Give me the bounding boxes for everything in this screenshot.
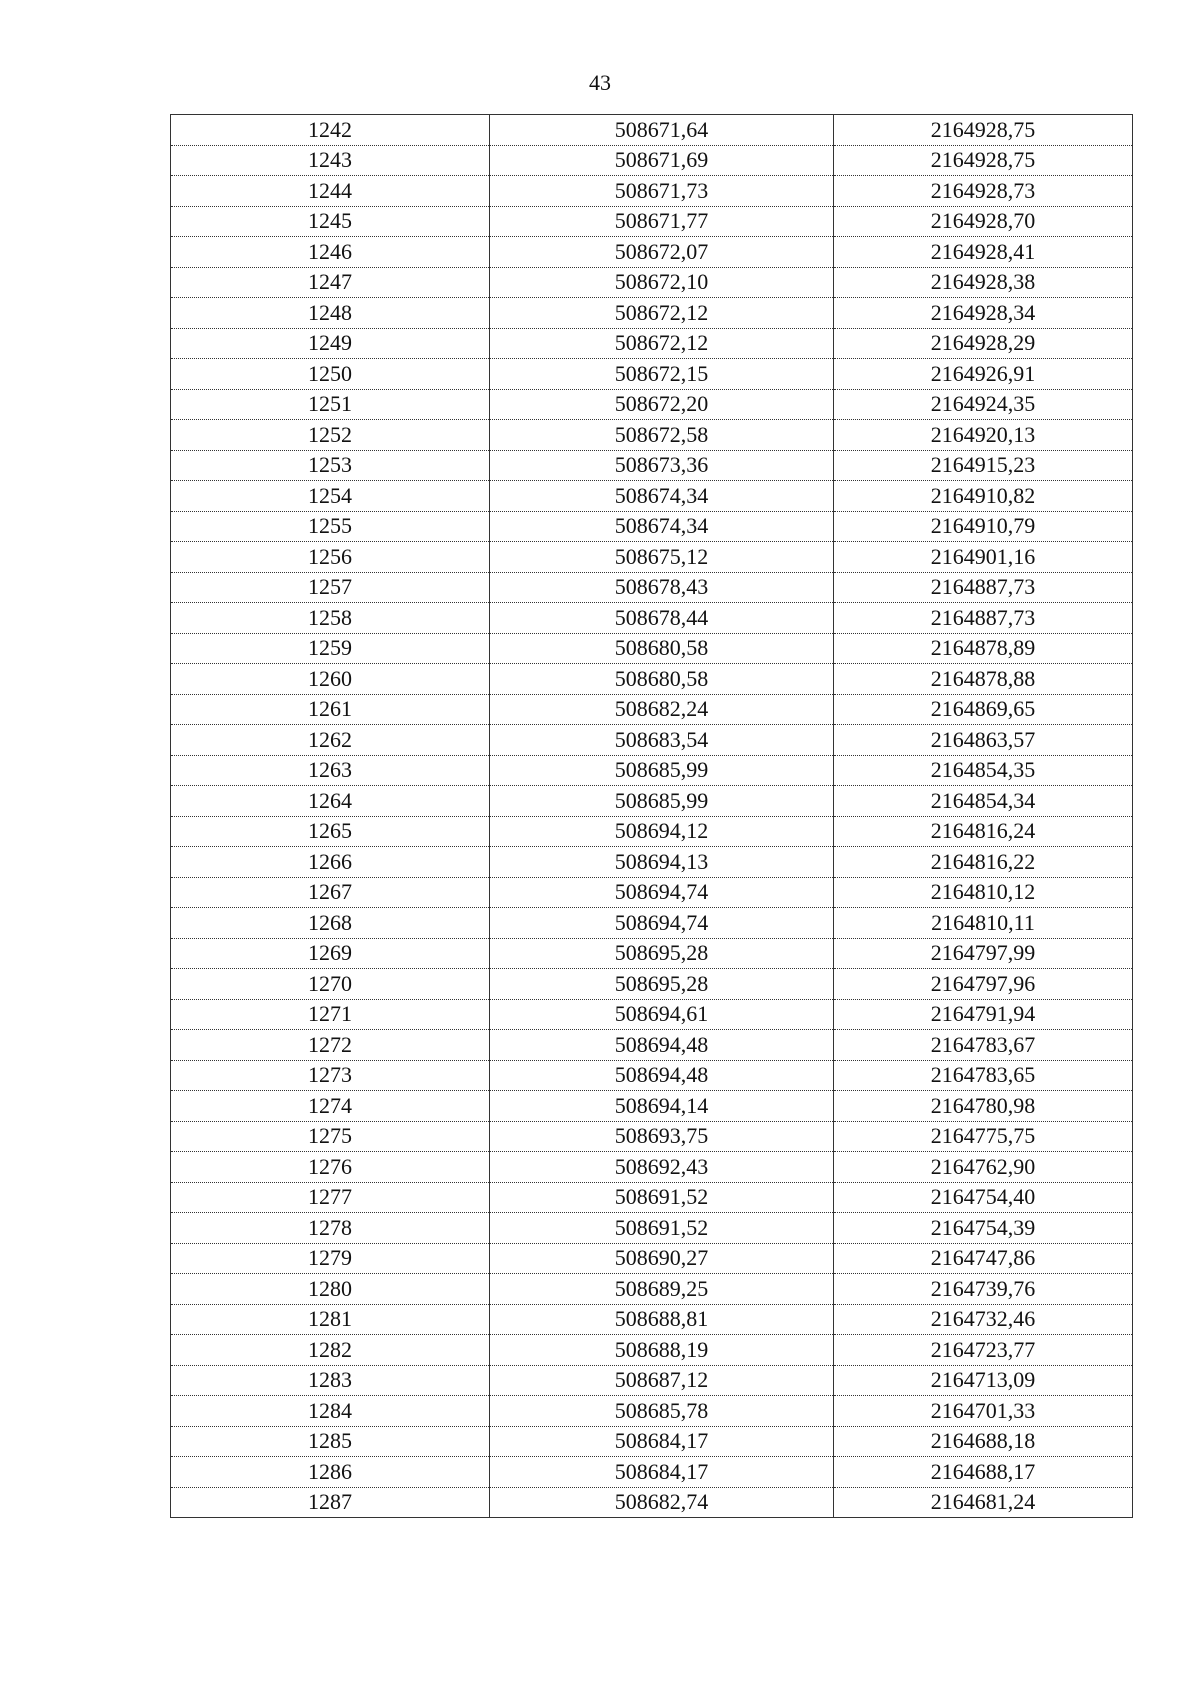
x-coordinate-cell: 508680,58 bbox=[490, 633, 834, 664]
point-number-cell: 1278 bbox=[171, 1213, 490, 1244]
point-number-cell: 1253 bbox=[171, 450, 490, 481]
table-row bbox=[171, 1152, 1133, 1183]
point-number-cell: 1255 bbox=[171, 511, 490, 542]
x-coordinate-cell: 508678,43 bbox=[490, 572, 834, 603]
x-coordinate-cell: 508671,64 bbox=[490, 115, 834, 146]
y-coordinate-cell: 2164926,91 bbox=[834, 359, 1133, 390]
x-coordinate-cell: 508687,12 bbox=[490, 1365, 834, 1396]
y-coordinate-cell: 2164739,76 bbox=[834, 1274, 1133, 1305]
table-row bbox=[171, 664, 1133, 695]
table-row bbox=[171, 1182, 1133, 1213]
table-row bbox=[171, 969, 1133, 1000]
point-number-cell: 1262 bbox=[171, 725, 490, 756]
point-number-cell: 1263 bbox=[171, 755, 490, 786]
table-row bbox=[171, 572, 1133, 603]
point-number-cell: 1287 bbox=[171, 1487, 490, 1518]
table-row bbox=[171, 1304, 1133, 1335]
table-row bbox=[171, 420, 1133, 451]
point-number-cell: 1276 bbox=[171, 1152, 490, 1183]
point-number-cell: 1283 bbox=[171, 1365, 490, 1396]
x-coordinate-cell: 508673,36 bbox=[490, 450, 834, 481]
x-coordinate-cell: 508685,78 bbox=[490, 1396, 834, 1427]
point-number-cell: 1265 bbox=[171, 816, 490, 847]
x-coordinate-cell: 508672,12 bbox=[490, 298, 834, 329]
table-row bbox=[171, 786, 1133, 817]
table-row bbox=[171, 389, 1133, 420]
x-coordinate-cell: 508690,27 bbox=[490, 1243, 834, 1274]
point-number-cell: 1261 bbox=[171, 694, 490, 725]
x-coordinate-cell: 508672,15 bbox=[490, 359, 834, 390]
point-number-cell: 1247 bbox=[171, 267, 490, 298]
point-number-cell: 1269 bbox=[171, 938, 490, 969]
x-coordinate-cell: 508680,58 bbox=[490, 664, 834, 695]
point-number-cell: 1281 bbox=[171, 1304, 490, 1335]
y-coordinate-cell: 2164878,89 bbox=[834, 633, 1133, 664]
y-coordinate-cell: 2164783,67 bbox=[834, 1030, 1133, 1061]
table-row bbox=[171, 145, 1133, 176]
table-row bbox=[171, 511, 1133, 542]
point-number-cell: 1267 bbox=[171, 877, 490, 908]
point-number-cell: 1273 bbox=[171, 1060, 490, 1091]
y-coordinate-cell: 2164878,88 bbox=[834, 664, 1133, 695]
x-coordinate-cell: 508691,52 bbox=[490, 1213, 834, 1244]
table-row bbox=[171, 938, 1133, 969]
x-coordinate-cell: 508684,17 bbox=[490, 1457, 834, 1488]
x-coordinate-cell: 508684,17 bbox=[490, 1426, 834, 1457]
table-row bbox=[171, 206, 1133, 237]
table-row bbox=[171, 1426, 1133, 1457]
y-coordinate-cell: 2164928,41 bbox=[834, 237, 1133, 268]
y-coordinate-cell: 2164863,57 bbox=[834, 725, 1133, 756]
y-coordinate-cell: 2164928,73 bbox=[834, 176, 1133, 207]
point-number-cell: 1259 bbox=[171, 633, 490, 664]
y-coordinate-cell: 2164713,09 bbox=[834, 1365, 1133, 1396]
point-number-cell: 1256 bbox=[171, 542, 490, 573]
point-number-cell: 1264 bbox=[171, 786, 490, 817]
x-coordinate-cell: 508683,54 bbox=[490, 725, 834, 756]
x-coordinate-cell: 508671,73 bbox=[490, 176, 834, 207]
point-number-cell: 1246 bbox=[171, 237, 490, 268]
x-coordinate-cell: 508693,75 bbox=[490, 1121, 834, 1152]
x-coordinate-cell: 508694,48 bbox=[490, 1030, 834, 1061]
point-number-cell: 1277 bbox=[171, 1182, 490, 1213]
table-row bbox=[171, 237, 1133, 268]
table-row bbox=[171, 877, 1133, 908]
x-coordinate-cell: 508674,34 bbox=[490, 481, 834, 512]
table-row bbox=[171, 481, 1133, 512]
y-coordinate-cell: 2164887,73 bbox=[834, 572, 1133, 603]
table-row bbox=[171, 298, 1133, 329]
y-coordinate-cell: 2164797,99 bbox=[834, 938, 1133, 969]
x-coordinate-cell: 508685,99 bbox=[490, 786, 834, 817]
x-coordinate-cell: 508672,12 bbox=[490, 328, 834, 359]
table-row bbox=[171, 1213, 1133, 1244]
point-number-cell: 1249 bbox=[171, 328, 490, 359]
coordinates-table bbox=[170, 114, 1133, 1518]
y-coordinate-cell: 2164910,82 bbox=[834, 481, 1133, 512]
point-number-cell: 1280 bbox=[171, 1274, 490, 1305]
table-row bbox=[171, 725, 1133, 756]
table-row bbox=[171, 1335, 1133, 1366]
y-coordinate-cell: 2164701,33 bbox=[834, 1396, 1133, 1427]
x-coordinate-cell: 508674,34 bbox=[490, 511, 834, 542]
table-row bbox=[171, 816, 1133, 847]
x-coordinate-cell: 508688,81 bbox=[490, 1304, 834, 1335]
point-number-cell: 1266 bbox=[171, 847, 490, 878]
point-number-cell: 1245 bbox=[171, 206, 490, 237]
table-row bbox=[171, 1091, 1133, 1122]
y-coordinate-cell: 2164910,79 bbox=[834, 511, 1133, 542]
table-row bbox=[171, 908, 1133, 939]
point-number-cell: 1286 bbox=[171, 1457, 490, 1488]
y-coordinate-cell: 2164928,75 bbox=[834, 145, 1133, 176]
point-number-cell: 1244 bbox=[171, 176, 490, 207]
table-row bbox=[171, 115, 1133, 146]
x-coordinate-cell: 508689,25 bbox=[490, 1274, 834, 1305]
table-row bbox=[171, 847, 1133, 878]
y-coordinate-cell: 2164810,11 bbox=[834, 908, 1133, 939]
table-row bbox=[171, 176, 1133, 207]
y-coordinate-cell: 2164928,34 bbox=[834, 298, 1133, 329]
y-coordinate-cell: 2164901,16 bbox=[834, 542, 1133, 573]
y-coordinate-cell: 2164854,34 bbox=[834, 786, 1133, 817]
x-coordinate-cell: 508694,74 bbox=[490, 908, 834, 939]
table-row bbox=[171, 1457, 1133, 1488]
table-row bbox=[171, 1121, 1133, 1152]
point-number-cell: 1257 bbox=[171, 572, 490, 603]
y-coordinate-cell: 2164920,13 bbox=[834, 420, 1133, 451]
coordinates-table-body bbox=[171, 115, 1133, 1518]
y-coordinate-cell: 2164747,86 bbox=[834, 1243, 1133, 1274]
x-coordinate-cell: 508672,07 bbox=[490, 237, 834, 268]
y-coordinate-cell: 2164924,35 bbox=[834, 389, 1133, 420]
point-number-cell: 1243 bbox=[171, 145, 490, 176]
x-coordinate-cell: 508694,14 bbox=[490, 1091, 834, 1122]
x-coordinate-cell: 508671,77 bbox=[490, 206, 834, 237]
y-coordinate-cell: 2164723,77 bbox=[834, 1335, 1133, 1366]
table-row bbox=[171, 1060, 1133, 1091]
table-row bbox=[171, 1274, 1133, 1305]
table-row bbox=[171, 755, 1133, 786]
x-coordinate-cell: 508695,28 bbox=[490, 938, 834, 969]
table-row bbox=[171, 359, 1133, 390]
point-number-cell: 1285 bbox=[171, 1426, 490, 1457]
x-coordinate-cell: 508675,12 bbox=[490, 542, 834, 573]
point-number-cell: 1248 bbox=[171, 298, 490, 329]
x-coordinate-cell: 508694,13 bbox=[490, 847, 834, 878]
y-coordinate-cell: 2164732,46 bbox=[834, 1304, 1133, 1335]
y-coordinate-cell: 2164915,23 bbox=[834, 450, 1133, 481]
point-number-cell: 1282 bbox=[171, 1335, 490, 1366]
x-coordinate-cell: 508691,52 bbox=[490, 1182, 834, 1213]
x-coordinate-cell: 508694,74 bbox=[490, 877, 834, 908]
table-row bbox=[171, 603, 1133, 634]
y-coordinate-cell: 2164887,73 bbox=[834, 603, 1133, 634]
y-coordinate-cell: 2164816,24 bbox=[834, 816, 1133, 847]
table-row bbox=[171, 1243, 1133, 1274]
y-coordinate-cell: 2164797,96 bbox=[834, 969, 1133, 1000]
y-coordinate-cell: 2164869,65 bbox=[834, 694, 1133, 725]
y-coordinate-cell: 2164681,24 bbox=[834, 1487, 1133, 1518]
x-coordinate-cell: 508692,43 bbox=[490, 1152, 834, 1183]
table-row bbox=[171, 1487, 1133, 1518]
x-coordinate-cell: 508678,44 bbox=[490, 603, 834, 634]
point-number-cell: 1242 bbox=[171, 115, 490, 146]
table-row bbox=[171, 450, 1133, 481]
x-coordinate-cell: 508694,48 bbox=[490, 1060, 834, 1091]
y-coordinate-cell: 2164854,35 bbox=[834, 755, 1133, 786]
x-coordinate-cell: 508672,10 bbox=[490, 267, 834, 298]
x-coordinate-cell: 508688,19 bbox=[490, 1335, 834, 1366]
table-row bbox=[171, 267, 1133, 298]
y-coordinate-cell: 2164816,22 bbox=[834, 847, 1133, 878]
point-number-cell: 1275 bbox=[171, 1121, 490, 1152]
point-number-cell: 1260 bbox=[171, 664, 490, 695]
y-coordinate-cell: 2164754,39 bbox=[834, 1213, 1133, 1244]
table-row bbox=[171, 1365, 1133, 1396]
y-coordinate-cell: 2164928,70 bbox=[834, 206, 1133, 237]
table-row bbox=[171, 1396, 1133, 1427]
point-number-cell: 1251 bbox=[171, 389, 490, 420]
y-coordinate-cell: 2164783,65 bbox=[834, 1060, 1133, 1091]
table-row bbox=[171, 542, 1133, 573]
y-coordinate-cell: 2164928,29 bbox=[834, 328, 1133, 359]
point-number-cell: 1284 bbox=[171, 1396, 490, 1427]
y-coordinate-cell: 2164688,17 bbox=[834, 1457, 1133, 1488]
point-number-cell: 1272 bbox=[171, 1030, 490, 1061]
x-coordinate-cell: 508682,74 bbox=[490, 1487, 834, 1518]
table-row bbox=[171, 633, 1133, 664]
x-coordinate-cell: 508694,61 bbox=[490, 999, 834, 1030]
page-number: 43 bbox=[589, 70, 611, 95]
table-row bbox=[171, 328, 1133, 359]
x-coordinate-cell: 508694,12 bbox=[490, 816, 834, 847]
y-coordinate-cell: 2164928,75 bbox=[834, 115, 1133, 146]
y-coordinate-cell: 2164754,40 bbox=[834, 1182, 1133, 1213]
x-coordinate-cell: 508682,24 bbox=[490, 694, 834, 725]
y-coordinate-cell: 2164780,98 bbox=[834, 1091, 1133, 1122]
y-coordinate-cell: 2164688,18 bbox=[834, 1426, 1133, 1457]
table-row bbox=[171, 999, 1133, 1030]
y-coordinate-cell: 2164762,90 bbox=[834, 1152, 1133, 1183]
y-coordinate-cell: 2164775,75 bbox=[834, 1121, 1133, 1152]
point-number-cell: 1258 bbox=[171, 603, 490, 634]
y-coordinate-cell: 2164810,12 bbox=[834, 877, 1133, 908]
point-number-cell: 1279 bbox=[171, 1243, 490, 1274]
x-coordinate-cell: 508672,58 bbox=[490, 420, 834, 451]
table-row bbox=[171, 694, 1133, 725]
x-coordinate-cell: 508672,20 bbox=[490, 389, 834, 420]
point-number-cell: 1252 bbox=[171, 420, 490, 451]
point-number-cell: 1268 bbox=[171, 908, 490, 939]
point-number-cell: 1270 bbox=[171, 969, 490, 1000]
point-number-cell: 1274 bbox=[171, 1091, 490, 1122]
point-number-cell: 1250 bbox=[171, 359, 490, 390]
x-coordinate-cell: 508685,99 bbox=[490, 755, 834, 786]
x-coordinate-cell: 508671,69 bbox=[490, 145, 834, 176]
y-coordinate-cell: 2164791,94 bbox=[834, 999, 1133, 1030]
point-number-cell: 1254 bbox=[171, 481, 490, 512]
point-number-cell: 1271 bbox=[171, 999, 490, 1030]
y-coordinate-cell: 2164928,38 bbox=[834, 267, 1133, 298]
x-coordinate-cell: 508695,28 bbox=[490, 969, 834, 1000]
table-row bbox=[171, 1030, 1133, 1061]
